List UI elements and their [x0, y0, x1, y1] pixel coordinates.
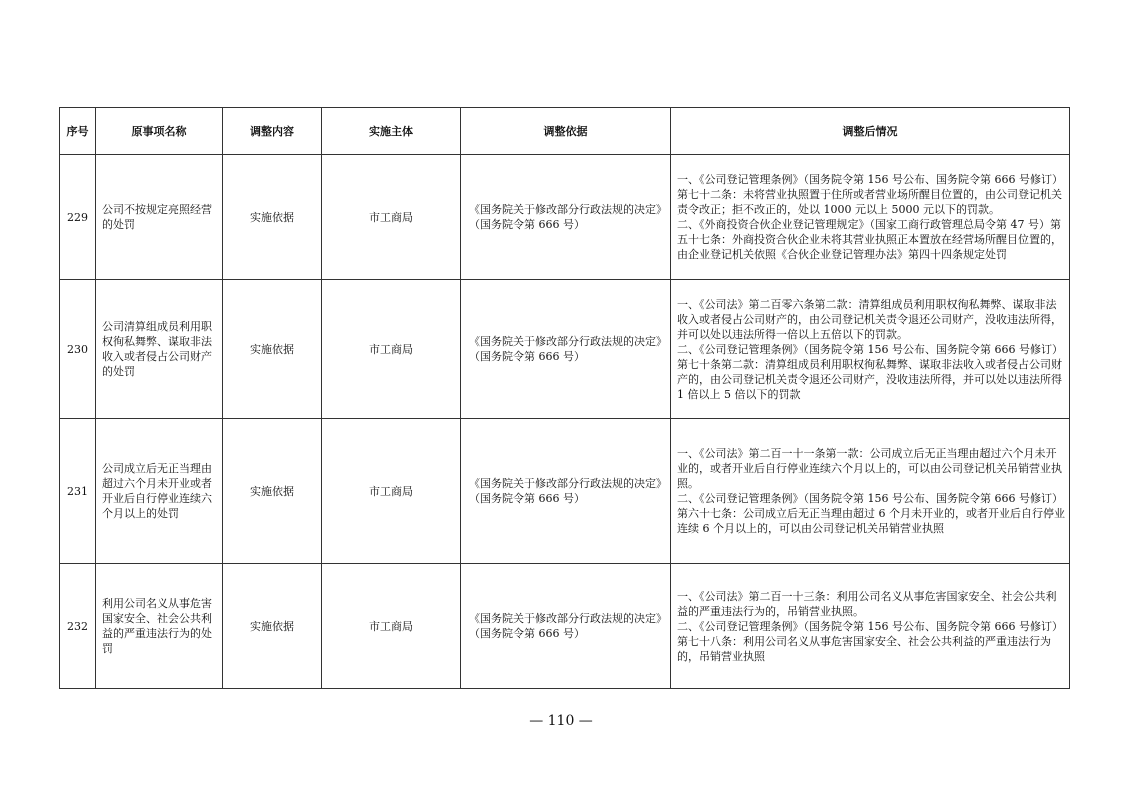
header-content: 调整内容: [223, 108, 322, 155]
row-no: 230: [60, 280, 96, 419]
row-basis: 《国务院关于修改部分行政法规的决定》（国务院令第 666 号）: [469, 477, 662, 505]
after-item: 一、《公司法》第二百一十三条：利用公司名义从事危害国家安全、社会公共利益的严重违法行为的，吊销营业执照。: [677, 589, 1057, 618]
row-basis: 《国务院关于修改部分行政法规的决定》（国务院令第 666 号）: [469, 203, 662, 231]
row-after: [671, 589, 1069, 664]
after-item: 二、《公司登记管理条例》（国务院令第 156 号公布、国务院令第 666 号修订）第七十条第二款：清算组成员利用职权徇私舞弊、谋取非法收入或者侵占公司财产的，由公司登记机关责令退还公司财产，没收违法所得，并可以处以违法所得 1 倍以上 5 倍以下的罚款: [677, 342, 1063, 401]
row-no: 229: [60, 155, 96, 280]
table-header-row: [60, 108, 1070, 155]
after-item: 一、《公司法》第二百零六条第二款：清算组成员利用职权徇私舞弊、谋取非法收入或者侵占公司财产的，由公司登记机关责令退还公司财产，没收违法所得，并可以处以违法所得一倍以上五倍以下的罚款。: [677, 297, 1062, 341]
after-item: 一、《公司登记管理条例》（国务院令第 156 号公布、国务院令第 666 号修订）第七十二条：未将营业执照置于住所或者营业场所醒目位置的，由公司登记机关责令改正；拒不改正的，处以 1000 元以上 5000 元以下的罚款。: [677, 173, 1063, 216]
table-row: [60, 280, 1070, 419]
row-no: 232: [60, 564, 96, 689]
row-body: 市工商局: [322, 564, 461, 689]
row-content: 实施依据: [223, 419, 322, 564]
after-item: 二、《外商投资合伙企业登记管理规定》（国家工商行政管理总局令第 47 号）第五十七条：外商投资合伙企业未将其营业执照正本置放在经营场所醒目位置的，由企业登记机关依照《合伙企业登记管理办法》第四十四条规定处罚: [677, 218, 1062, 261]
row-body: 市工商局: [322, 419, 461, 564]
row-body: 市工商局: [322, 280, 461, 419]
row-name: 公司不按规定亮照经营的处罚: [102, 203, 212, 231]
row-after: [671, 297, 1069, 402]
after-item: 一、《公司法》第二百一十一条第一款：公司成立后无正当理由超过六个月未开业的，或者开业后自行停业连续六个月以上的，可以由公司登记机关吊销营业执照。: [677, 447, 1062, 490]
after-item: 二、《公司登记管理条例》（国务院令第 156 号公布、国务院令第 666 号修订）第六十七条：公司成立后无正当理由超过 6 个月未开业的，或者开业后自行停业连续 6 个月以上的，可以由公司登记机关吊销营业执照: [677, 492, 1065, 535]
header-body: 实施主体: [322, 108, 461, 155]
row-name: 公司清算组成员利用职权徇私舞弊、谋取非法收入或者侵占公司财产的处罚: [102, 320, 212, 378]
row-name: 公司成立后无正当理由超过六个月未开业或者开业后自行停业连续六个月以上的处罚: [102, 462, 212, 520]
table-row: [60, 564, 1070, 689]
adjustment-table: [59, 107, 1070, 689]
row-after: [671, 446, 1069, 536]
header-name: 原事项名称: [96, 108, 223, 155]
header-after: 调整后情况: [671, 108, 1070, 155]
row-content: 实施依据: [223, 155, 322, 280]
row-content: 实施依据: [223, 564, 322, 689]
table-row: [60, 155, 1070, 280]
row-name: 利用公司名义从事危害国家安全、社会公共利益的严重违法行为的处罚: [102, 597, 212, 655]
page-number: — 110 —: [529, 713, 593, 729]
table-row: [60, 419, 1070, 564]
row-body: 市工商局: [322, 155, 461, 280]
row-content: 实施依据: [223, 280, 322, 419]
header-no: 序号: [60, 108, 96, 155]
row-basis: 《国务院关于修改部分行政法规的决定》（国务院令第 666 号）: [469, 335, 662, 363]
row-after: [671, 172, 1069, 262]
after-item: 二、《公司登记管理条例》（国务院令第 156 号公布、国务院令第 666 号修订）第七十八条：利用公司名义从事危害国家安全、社会公共利益的严重违法行为的，吊销营业执照: [677, 619, 1063, 663]
row-no: 231: [60, 419, 96, 564]
row-basis: 《国务院关于修改部分行政法规的决定》（国务院令第 666 号）: [469, 612, 662, 640]
header-basis: 调整依据: [461, 108, 671, 155]
